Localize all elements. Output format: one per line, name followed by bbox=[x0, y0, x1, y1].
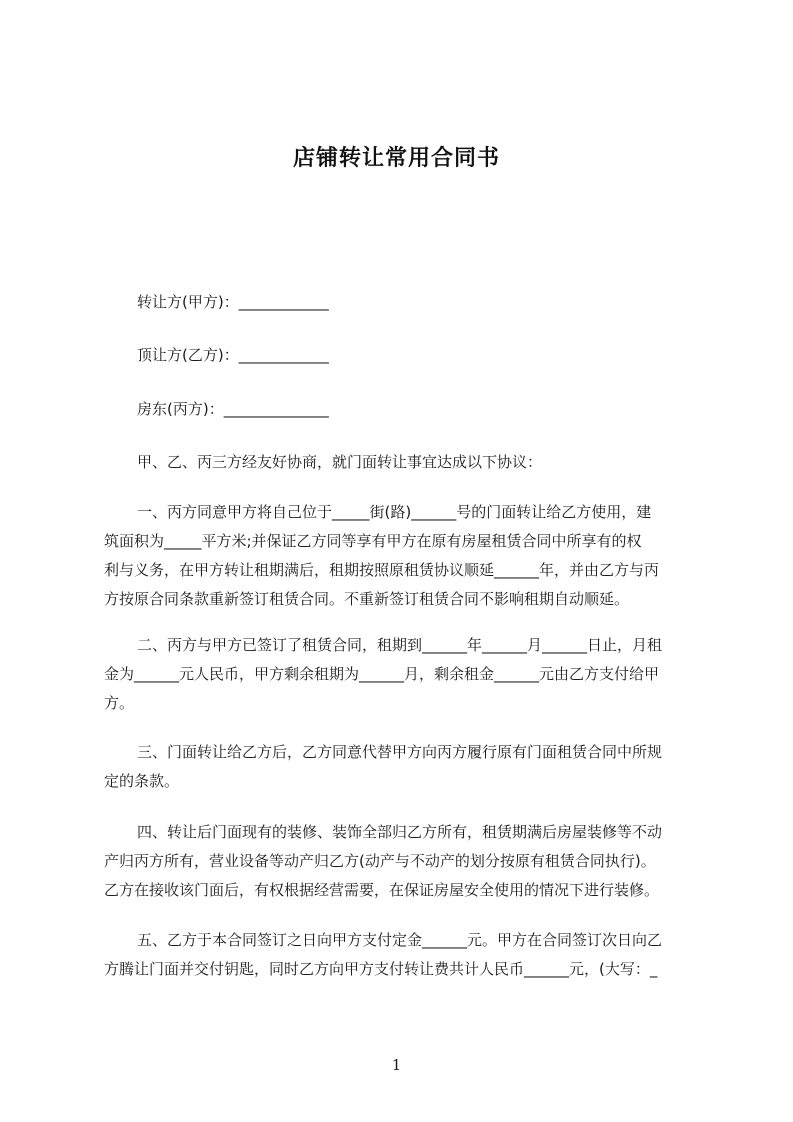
clause-line: 筑面积为_____平方米;并保证乙方同等享有甲方在原有房屋租赁合同中所享有的权 bbox=[104, 532, 642, 550]
clause-line: 金为______元人民币，甲方剩余租期为______月，剩余租金______元由乙方支付给甲 bbox=[104, 665, 660, 683]
clause-line: 定的条款。 bbox=[104, 772, 180, 790]
clause-line: 方按原合同条款重新签订租赁合同。不重新签订租赁合同不影响租期自动顺延。 bbox=[104, 590, 630, 608]
clause-line: 乙方在接收该门面后，有权根据经营需要，在保证房屋安全使用的情况下进行装修。 bbox=[104, 881, 660, 899]
clause-line: 三、门面转让给乙方后，乙方同意代替甲方向丙方履行原有门面租赁合同中所规 bbox=[137, 743, 663, 761]
page-number: 1 bbox=[391, 1056, 402, 1074]
clause-four bbox=[104, 818, 704, 905]
clause-line: 方。 bbox=[104, 694, 135, 712]
clause-line: 方腾让门面并交付钥匙，同时乙方向甲方支付转让费共计人民币______元，(大写：_ bbox=[104, 960, 658, 978]
party-transferor: 转让方(甲方)：____________ bbox=[137, 293, 329, 311]
clause-two bbox=[104, 631, 704, 718]
clause-line: 产归丙方所有，营业设备等动产归乙方(动产与不动产的划分按原有租赁合同执行)。 bbox=[104, 852, 656, 870]
intro-paragraph: 甲、乙、丙三方经友好协商，就门面转让事宜达成以下协议： bbox=[137, 453, 543, 471]
clause-line: 二、丙方与甲方已签订了租赁合同，租期到______年______月______日止，月租 bbox=[137, 636, 663, 654]
party-landlord: 房东(丙方)：______________ bbox=[137, 400, 329, 418]
clause-line: 利与义务，在甲方转让租期满后，租期按照原租赁协议顺延______年，并由乙方与丙 bbox=[104, 561, 660, 579]
clause-one bbox=[104, 498, 704, 614]
clause-line: 四、转让后门面现有的装修、装饰全部归乙方所有，租赁期满后房屋装修等不动 bbox=[137, 823, 663, 841]
party-transferee: 顶让方(乙方)：____________ bbox=[137, 346, 329, 364]
clause-five bbox=[104, 926, 704, 984]
clause-line: 五、乙方于本合同签订之日向甲方支付定金______元。甲方在合同签订次日向乙 bbox=[137, 931, 663, 949]
clause-line: 一、丙方同意甲方将自己位于_____街(路)______号的门面转让给乙方使用，建 bbox=[137, 503, 652, 521]
document-title: 店铺转让常用合同书 bbox=[292, 146, 500, 171]
clause-three bbox=[104, 738, 704, 796]
